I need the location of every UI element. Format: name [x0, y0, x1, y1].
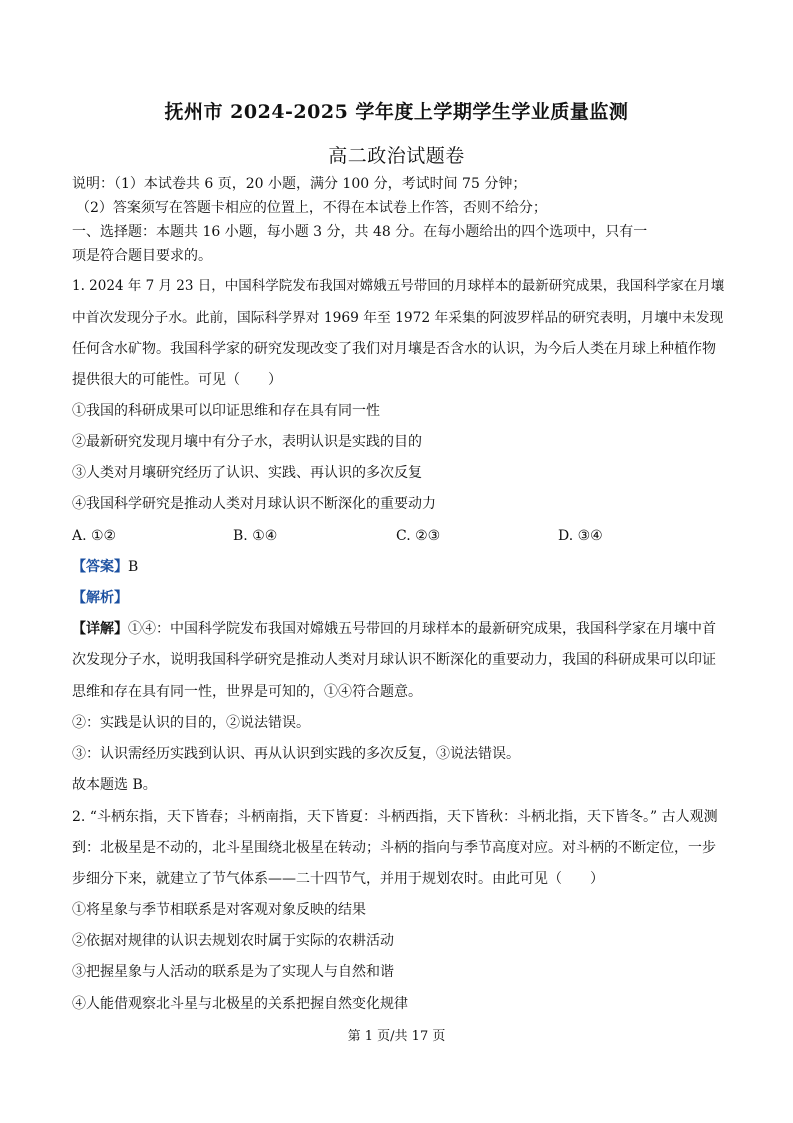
detail-label: 【详解】: [72, 621, 128, 637]
q1-statement-2: ②最新研究发现月壤中有分子水，表明认识是实践的目的: [72, 434, 422, 450]
page-number: 第 1 页/共 17 页: [347, 1029, 446, 1044]
q1-statement-1: ①我国的科研成果可以印证思维和存在具有同一性: [72, 403, 380, 419]
q2-stem-line-2: 到：北极星是不动的，北斗星围绕北极星在转动；斗柄的指向与季节高度对应。对斗柄的不断定位，一步: [72, 840, 716, 856]
instruction-line-1: 说明：（1）本试卷共 6 页，20 小题，满分 100 分，考试时间 75 分钟；: [72, 176, 527, 192]
section-heading-line-2: 项是符合题目要求的。: [72, 248, 212, 264]
q1-option-b: B. ①④: [233, 528, 278, 544]
q2-stem-line-3: 步细分下来，就建立了节气体系——二十四节气，并用于规划农时。由此可见（ ）: [72, 871, 604, 887]
q1-detail-line-3: 思维和存在具有同一性，世界是可知的，①④符合题意。: [72, 684, 422, 700]
q1-stem-line-3: 任何含水矿物。我国科学家的研究发现改变了我们对月壤是否含水的认识，为今后人类在月球上种植作物: [72, 341, 716, 357]
section-heading-line-1: 一、选择题：本题共 16 小题，每小题 3 分，共 48 分。在每小题给出的四个选项中，只有一: [72, 224, 648, 240]
q1-stem-line-2: 中首次发现分子水。此前，国际科学界对 1969 年至 1972 年采集的阿波罗样品的研究表明，月壤中未发现: [72, 310, 724, 326]
q1-options: [72, 526, 728, 546]
q1-stem-line-1: 1. 2024 年 7 月 23 日，中国科学院发布我国对嫦娥五号带回的月球样本的最新研究成果，我国科学家在月壤: [72, 278, 725, 294]
answer-value: B: [128, 559, 139, 575]
q1-detail-line-2: 次发现分子水，说明我国科学研究是推动人类对月球认识不断深化的重要动力，我国的科研成果可以印证: [72, 652, 716, 668]
analysis-label: 【解析】: [72, 590, 128, 606]
q1-option-d: D. ③④: [558, 528, 603, 544]
q2-statement-1: ①将星象与季节相联系是对客观对象反映的结果: [72, 902, 366, 918]
q1-option-a: A. ①②: [72, 528, 117, 544]
detail-text-1: ①④：中国科学院发布我国对嫦娥五号带回的月球样本的最新研究成果，我国科学家在月壤中首: [128, 621, 716, 637]
q1-option-c: C. ②③: [396, 528, 441, 544]
exam-title: 抚州市 2024-2025 学年度上学期学生学业质量监测: [164, 101, 629, 123]
q2-stem-line-1: 2. “斗柄东指，天下皆春；斗柄南指，天下皆夏：斗柄西指，天下皆秋：斗柄北指，天下皆冬。” 古人观测: [72, 809, 718, 825]
exam-subtitle: 高二政治试题卷: [328, 145, 465, 167]
q1-analysis-line: [72, 588, 728, 608]
answer-label: 【答案】: [72, 559, 128, 575]
q1-detail-line-5: ③：认识需经历实践到认识、再从认识到实践的多次反复，③说法错误。: [72, 746, 520, 762]
q2-statement-2: ②依据对规律的认识去规划农时属于实际的农耕活动: [72, 933, 394, 949]
q1-stem-line-4: 提供很大的可能性。可见（ ）: [72, 372, 282, 388]
q1-statement-4: ④我国科学研究是推动人类对月球认识不断深化的重要动力: [72, 496, 436, 512]
q1-detail-line-4: ②：实践是认识的目的，②说法错误。: [72, 715, 310, 731]
q1-detail-line-1: [72, 619, 728, 639]
instruction-line-2: （2）答案须写在答题卡相应的位置上，不得在本试卷上作答，否则不给分；: [76, 200, 547, 216]
q2-statement-4: ④人能借观察北斗星与北极星的关系把握自然变化规律: [72, 996, 408, 1012]
q1-statement-3: ③人类对月壤研究经历了认识、实践、再认识的多次反复: [72, 465, 422, 481]
q1-detail-line-6: 故本题选 B。: [72, 777, 157, 793]
q1-answer-line: [72, 557, 728, 577]
q2-statement-3: ③把握星象与人活动的联系是为了实现人与自然和谐: [72, 964, 394, 980]
